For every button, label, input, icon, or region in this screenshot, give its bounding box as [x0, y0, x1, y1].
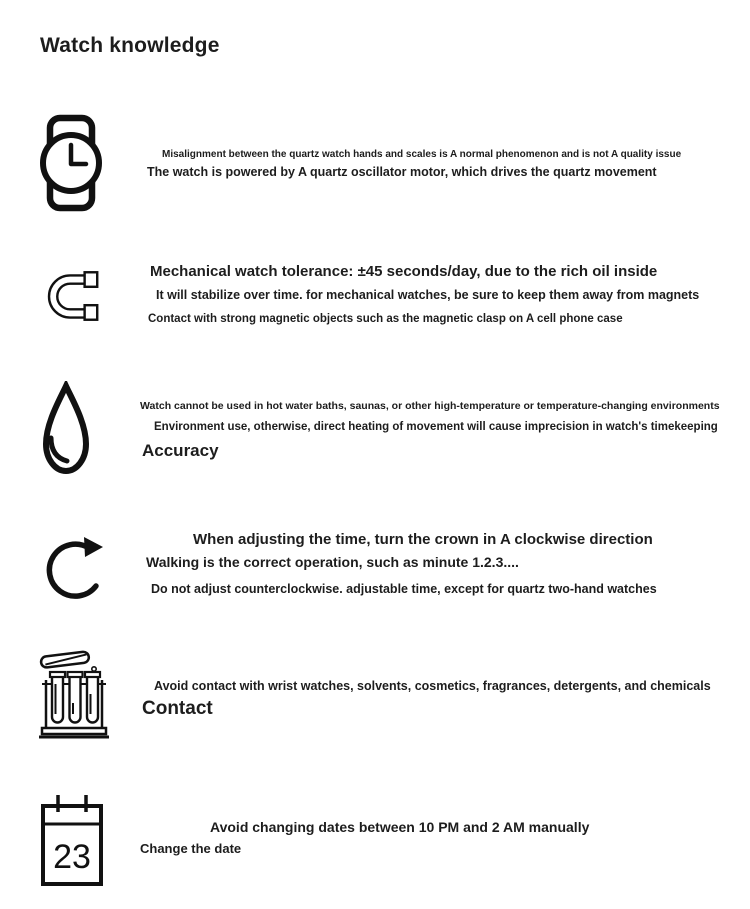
magnet-sub-text: It will stabilize over time. for mechanical watches, be sure to keep them away from magnets	[156, 288, 700, 302]
magnet-note-text: Contact with strong magnetic objects such as the magnetic clasp on A cell phone case	[148, 313, 623, 325]
water-drop-icon	[42, 381, 90, 477]
date-sub-text: Change the date	[140, 841, 242, 856]
accuracy-sub-text: Environment use, otherwise, direct heating of movement will cause imprecision in watch's timekeeping	[154, 421, 718, 433]
date-main-text: Avoid changing dates between 10 PM and 2 AM manually	[210, 819, 590, 835]
accuracy-note-text: Watch cannot be used in hot water baths, saunas, or other high-temperature or temperature-changing environments	[140, 400, 720, 412]
magnet-main-text: Mechanical watch tolerance: ±45 seconds/day, due to the rich oil inside	[150, 263, 658, 280]
calendar-day-label: 23	[53, 838, 91, 876]
calendar-icon	[40, 792, 104, 888]
clockwise-arrow-icon	[40, 527, 108, 609]
page-title: Watch knowledge	[40, 34, 220, 57]
quartz-note-text: Misalignment between the quartz watch hands and scales is A normal phenomenon and is not A quality issue	[162, 149, 682, 160]
contact-sub-text: Avoid contact with wrist watches, solvents, cosmetics, fragrances, detergents, and chemicals	[154, 679, 711, 693]
crown-note-text: Do not adjust counterclockwise. adjustable time, except for quartz two-hand watches	[151, 582, 657, 596]
contact-heading: Contact	[142, 698, 213, 719]
magnet-icon	[42, 266, 104, 326]
quartz-main-text: The watch is powered by A quartz oscillator motor, which drives the quartz movement	[147, 165, 657, 179]
wristwatch-icon	[40, 114, 102, 212]
crown-sub-text: Walking is the correct operation, such as minute 1.2.3....	[146, 554, 519, 570]
crown-main-text: When adjusting the time, turn the crown in A clockwise direction	[193, 531, 653, 548]
accuracy-heading: Accuracy	[142, 441, 219, 460]
test-tubes-icon	[36, 646, 112, 744]
